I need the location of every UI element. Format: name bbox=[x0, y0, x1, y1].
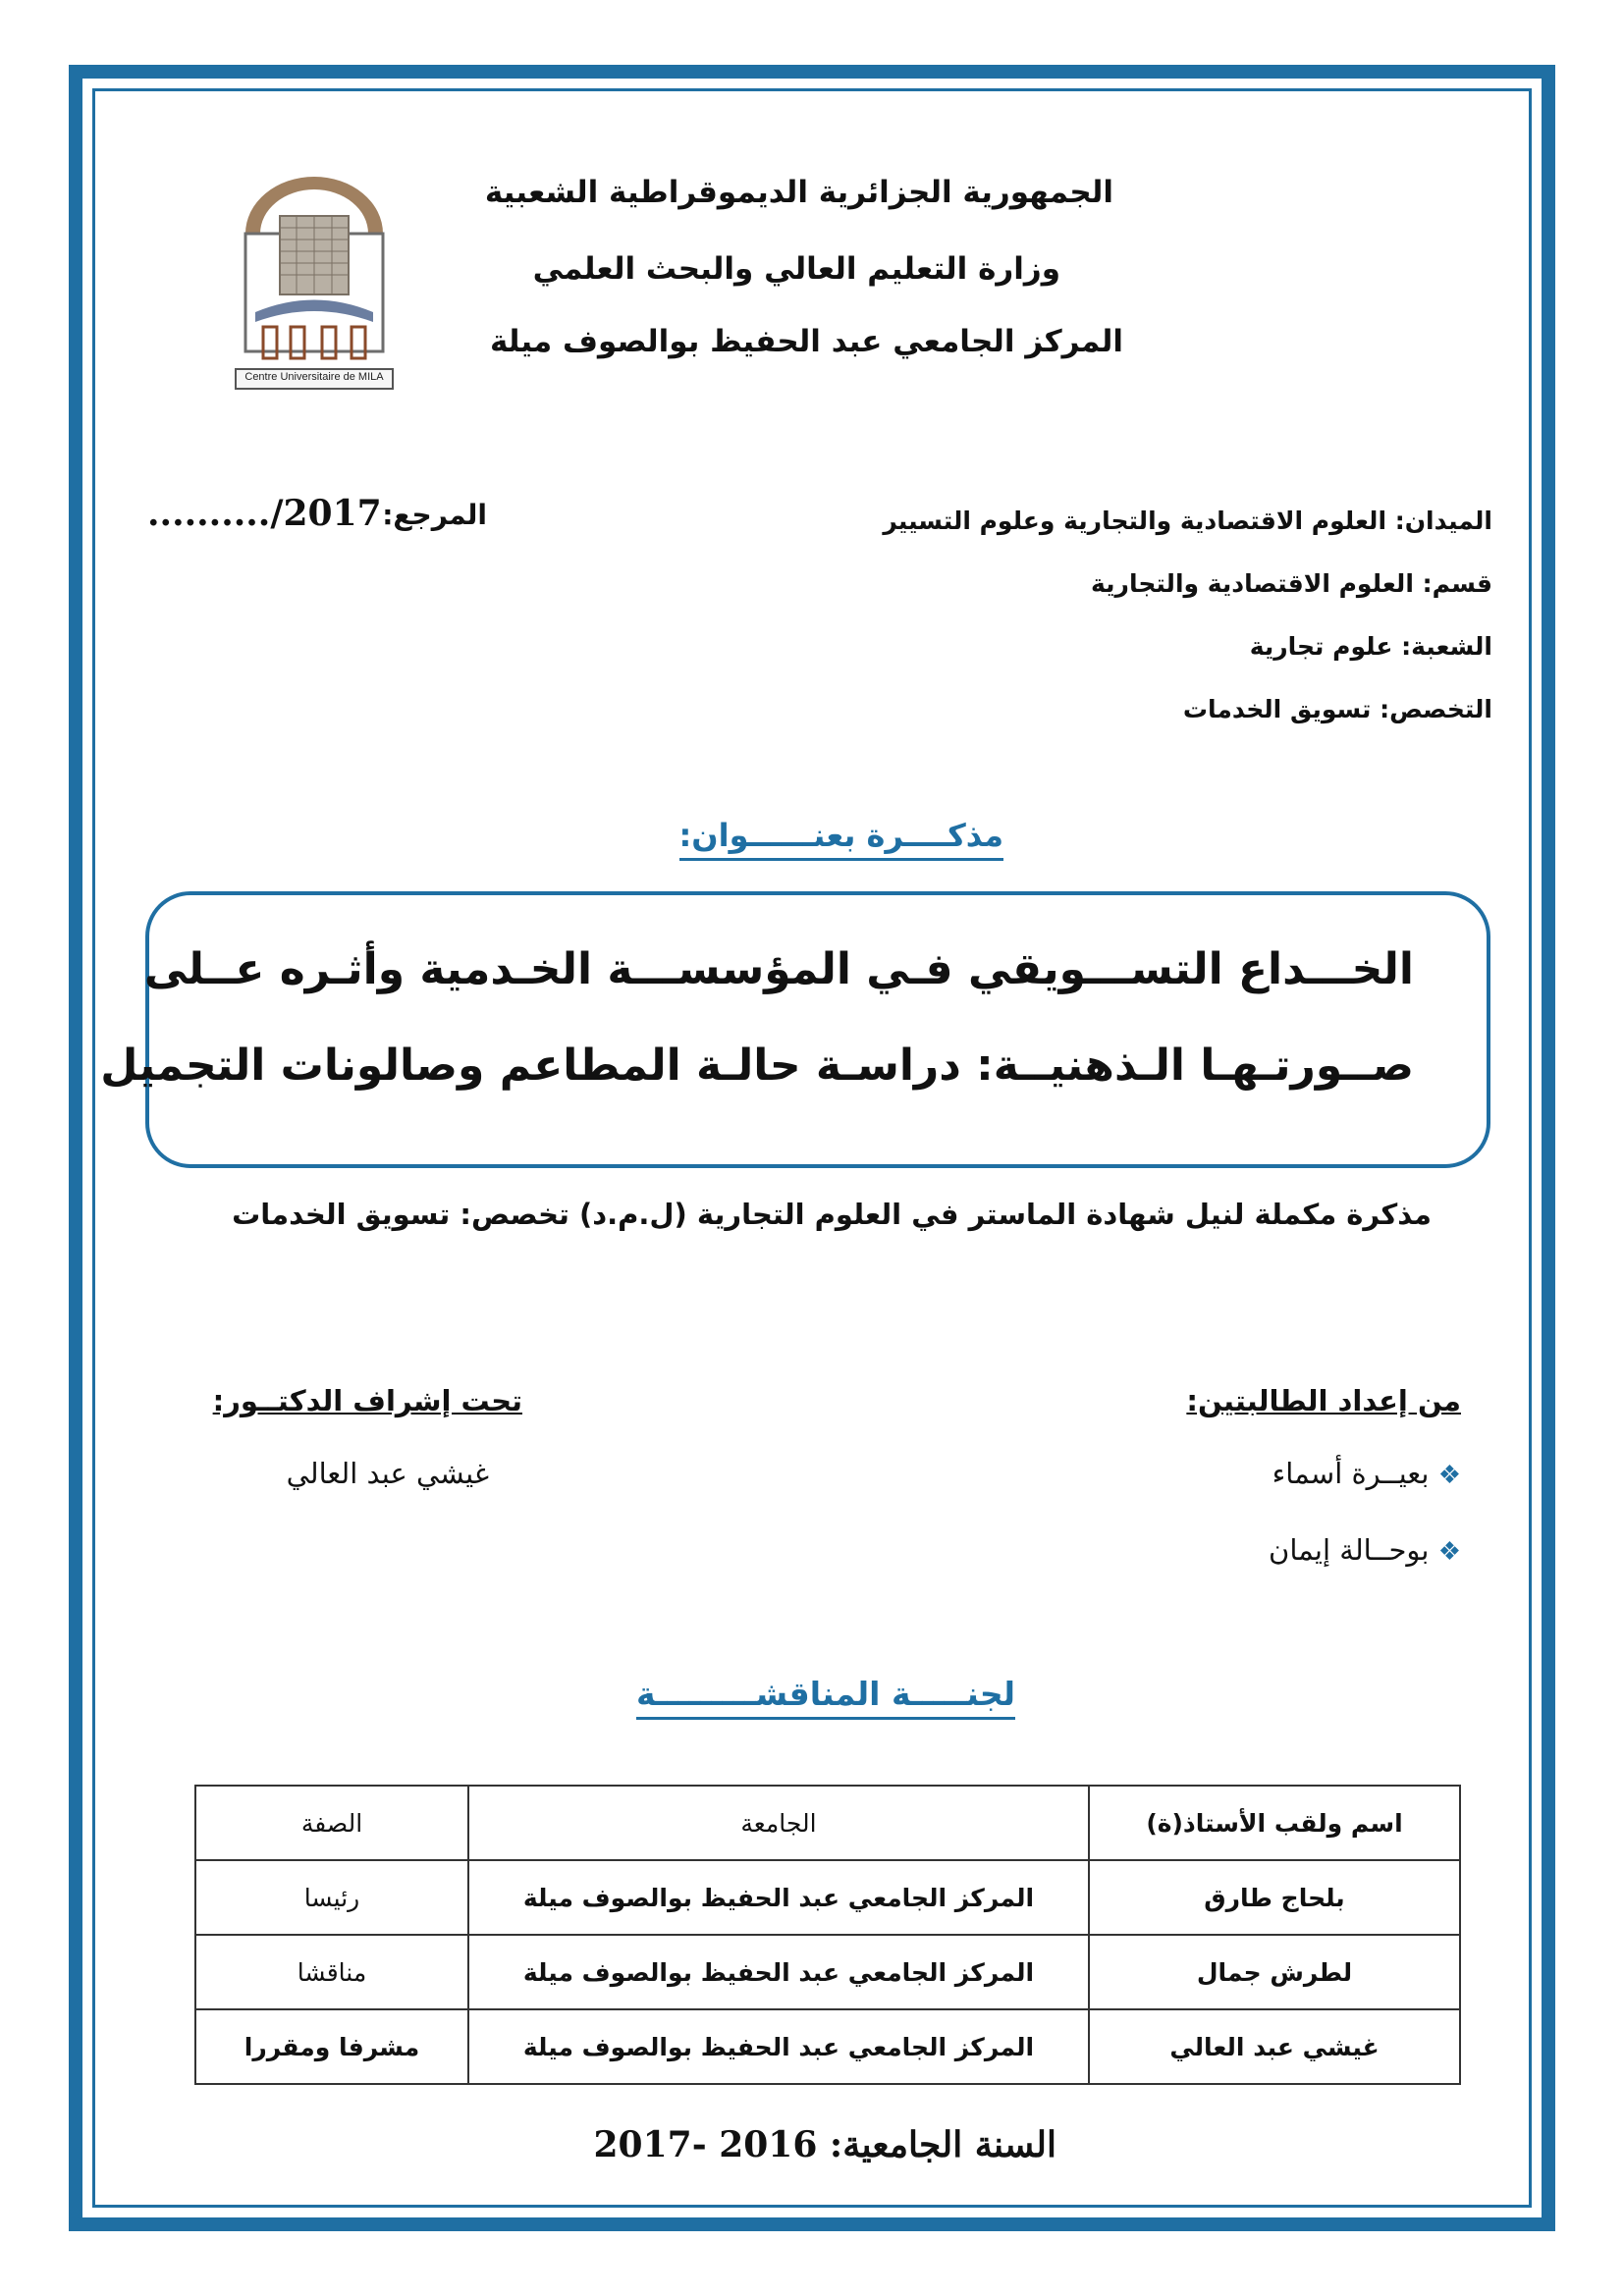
logo-caption: Centre Universitaire de MILA bbox=[244, 371, 384, 383]
title-line-1: الخـــداع التســـويقي فـي المؤسســـة الخـدمية وأثـره عــلى bbox=[143, 944, 1414, 994]
memo-heading-text: مذكــــرة بعنــــــوان: bbox=[679, 817, 1004, 861]
info-department: قسم: العلوم الاقتصادية والتجارية bbox=[1091, 569, 1492, 598]
students-heading bbox=[1186, 1384, 1461, 1417]
academic-year: السنة الجامعية: 2016 -2017 bbox=[593, 2124, 1056, 2165]
jury-university: المركز الجامعي عبد الحفيظ بوالصوف ميلة bbox=[468, 1860, 1089, 1935]
student-name-1: بعيــرة أسماء bbox=[1272, 1457, 1430, 1490]
jury-role: رئيسا bbox=[195, 1860, 468, 1935]
column-header-university: الجامعة bbox=[468, 1786, 1089, 1860]
student-item-1 bbox=[1272, 1457, 1461, 1490]
header-university: المركز الجامعي عبد الحفيظ بوالصوف ميلة bbox=[489, 324, 1123, 359]
jury-name: غيشي عبد العالي bbox=[1089, 2009, 1460, 2084]
supervisor-heading bbox=[213, 1384, 522, 1417]
info-field: الميدان: العلوم الاقتصادية والتجارية وعلوم التسيير bbox=[883, 507, 1492, 535]
title-box bbox=[145, 891, 1490, 1168]
student-name-2: بوحــالة إيمان bbox=[1269, 1533, 1430, 1567]
title-line-2: صــورتـهـا الـذهنيــة: دراسـة حالـة المطاعم وصالونات التجميل bbox=[100, 1041, 1414, 1091]
jury-university: المركز الجامعي عبد الحفيظ بوالصوف ميلة bbox=[468, 2009, 1089, 2084]
jury-name: لطرش جمال bbox=[1089, 1935, 1460, 2009]
header-ministry: وزارة التعليم العالي والبحث العلمي bbox=[532, 251, 1060, 287]
jury-role: مشرفا ومقررا bbox=[195, 2009, 468, 2084]
diamond-bullet-icon: ❖ bbox=[1437, 1461, 1461, 1490]
jury-university: المركز الجامعي عبد الحفيظ بوالصوف ميلة bbox=[468, 1935, 1089, 2009]
diamond-bullet-icon: ❖ bbox=[1437, 1537, 1461, 1567]
table-row bbox=[195, 2009, 1460, 2084]
university-logo bbox=[226, 165, 403, 393]
reference-value: ........../2017 bbox=[147, 493, 382, 534]
supervisor-heading-text: تحت إشراف الدكتــور: bbox=[212, 1384, 522, 1417]
student-item-2 bbox=[1269, 1533, 1461, 1567]
subtitle: مذكرة مكملة لنيل شهادة الماستر في العلوم التجارية (ل.م.د) تخصص: تسويق الخدمات bbox=[232, 1198, 1432, 1231]
header-republic: الجمهورية الجزائرية الديموقراطية الشعبية bbox=[484, 175, 1113, 210]
table-row bbox=[195, 1860, 1460, 1935]
supervisor-name: غيشي عبد العالي bbox=[286, 1457, 489, 1490]
column-header-name: اسم ولقب الأستاذ(ة) bbox=[1089, 1786, 1460, 1860]
jury-name: بلحاج طارق bbox=[1089, 1860, 1460, 1935]
jury-table-header bbox=[195, 1786, 1460, 1860]
column-header-role: الصفة bbox=[195, 1786, 468, 1860]
jury-heading-text: لجنـــــة المناقشـــــــــة bbox=[636, 1675, 1015, 1720]
university-building-icon bbox=[226, 165, 403, 393]
memo-heading bbox=[679, 817, 1004, 854]
reference-label: المرجع: bbox=[382, 499, 487, 531]
table-row bbox=[195, 1935, 1460, 2009]
students-heading-text: من إعداد الطالبتين: bbox=[1186, 1384, 1461, 1417]
jury-table bbox=[194, 1785, 1461, 2085]
jury-heading bbox=[636, 1675, 1015, 1713]
jury-role: مناقشا bbox=[195, 1935, 468, 2009]
info-branch: الشعبة: علوم تجارية bbox=[1249, 632, 1492, 661]
info-specialty: التخصص: تسويق الخدمات bbox=[1182, 695, 1492, 723]
